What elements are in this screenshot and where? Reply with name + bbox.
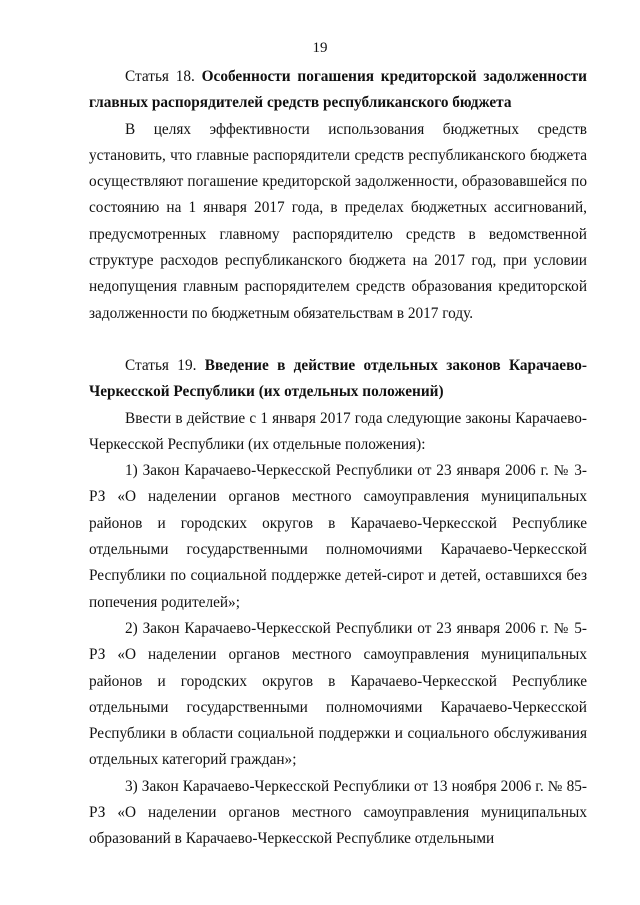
article-19-item-3: 3) Закон Карачаево-Черкесской Республики от 13 ноября 2006 г. № 85-РЗ «О наделении органов местного самоуправления муниципальных образований в Карачаево-Черкесской Республике отдельными <box>89 777 587 848</box>
section-spacer <box>89 327 587 353</box>
article-18-paragraph: В целях эффективности использования бюджетных средств установить, что главные распорядители средств республиканского бюджета осуществляют погашение кредиторской задолженности, образовавшейся по состоянию на 1 января 2017 года, в пределах бюджетных ассигнований, предусмотренных главному распорядителю средств в ведомственной структуре расходов республиканского бюджета на 2017 год, при условии недопущения главным распорядителем средств образования кредиторской задолженности по бюджетным обязательствам в 2017 году. <box>89 120 587 322</box>
page-number: 19 <box>312 40 328 56</box>
article-19-label: Статья 19. <box>125 356 197 374</box>
article-19-title: Введение в действие отдельных законов Карачаево-Черкесской Республики (их отдельных положений) <box>89 356 587 401</box>
article-19-intro: Ввести в действие с 1 января 2017 года следующие законы Карачаево-Черкесской Республики (их отдельные положения): <box>89 409 587 453</box>
document-body <box>89 64 587 853</box>
article-18-label: Статья 18. <box>125 68 195 85</box>
article-19-item-2: 2) Закон Карачаево-Черкесской Республики от 23 января 2006 г. № 5-РЗ «О наделении органов местного самоуправления муниципальных районов и городских округов в Карачаево-Черкесской Республике отдельными государственными полномочиями Карачаево-Черкесской Республики в области социальной поддержки и социального обслуживания отдельных категорий граждан»; <box>89 619 587 769</box>
article-19-heading <box>89 353 587 406</box>
article-19-item-1: 1) Закон Карачаево-Черкесской Республики от 23 января 2006 г. № 3-РЗ «О наделении органов местного самоуправления муниципальных районов и городских округов в Карачаево-Черкесской Республике отдельными государственными полномочиями Карачаево-Черкесской Республики по социальной поддержке детей-сирот и детей, оставшихся без попечения родителей»; <box>89 462 587 611</box>
article-18-title: Особенности погашения кредиторской задолженности главных распорядителей средств республиканского бюджета <box>89 68 588 112</box>
article-18-heading <box>89 64 587 117</box>
